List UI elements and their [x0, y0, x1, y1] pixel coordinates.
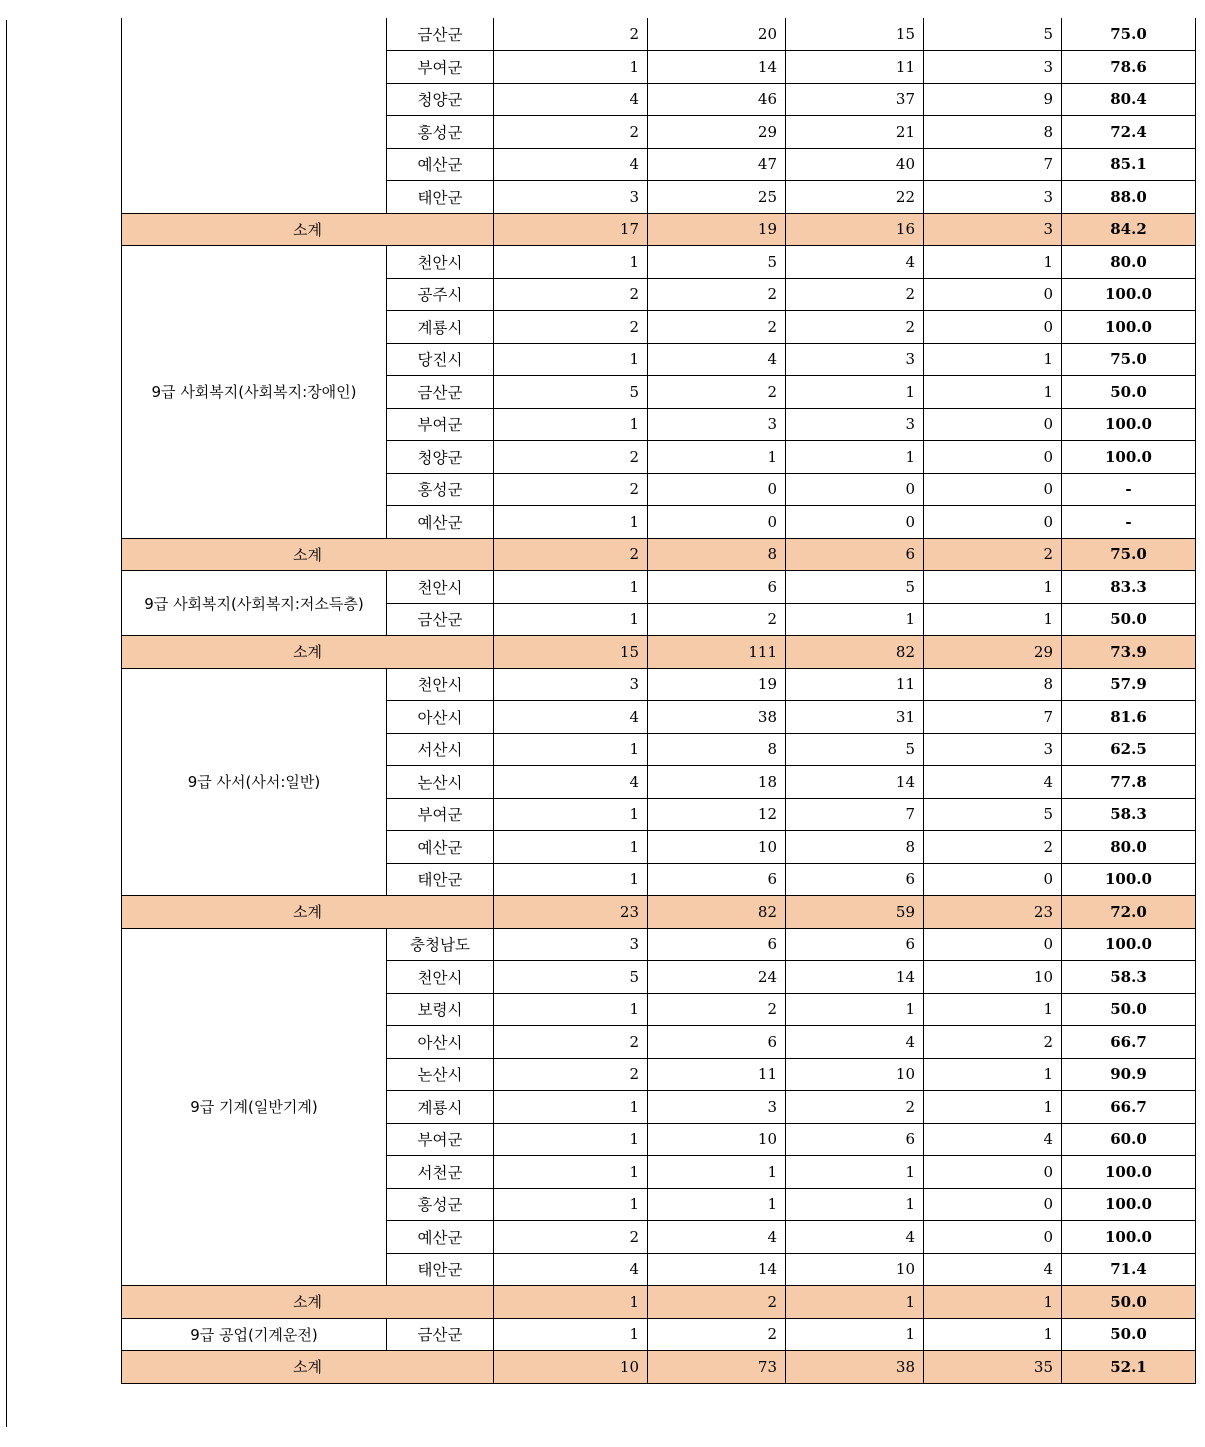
subtotal-row	[122, 538, 1196, 571]
rate-cell: 88.0	[1062, 181, 1196, 214]
applied-count-cell: 4	[494, 83, 648, 116]
region-cell: 홍성군	[387, 1188, 494, 1221]
attendees-cell: 4	[786, 246, 924, 279]
attendees-cell: 11	[786, 51, 924, 84]
applied-count-cell: 1	[494, 1318, 648, 1351]
absentees-cell: 3	[924, 181, 1062, 214]
absentees-cell: 0	[924, 863, 1062, 896]
subtotal-applicants-cell: 73	[648, 1351, 786, 1384]
rate-cell: 100.0	[1062, 408, 1196, 441]
applicants-cell: 4	[648, 343, 786, 376]
region-cell: 계룡시	[387, 311, 494, 344]
attendees-cell: 0	[786, 506, 924, 539]
rate-cell: 62.5	[1062, 733, 1196, 766]
absentees-cell: 1	[924, 993, 1062, 1026]
applicants-cell: 47	[648, 148, 786, 181]
subtotal-absentees-cell: 1	[924, 1286, 1062, 1319]
applied-count-cell: 1	[494, 51, 648, 84]
absentees-cell: 0	[924, 1188, 1062, 1221]
applicants-cell: 24	[648, 961, 786, 994]
applied-count-cell: 2	[494, 311, 648, 344]
subtotal-rate-cell: 52.1	[1062, 1351, 1196, 1384]
applied-count-cell: 3	[494, 181, 648, 214]
applied-count-cell: 4	[494, 1253, 648, 1286]
region-cell: 태안군	[387, 1253, 494, 1286]
subtotal-applicants-cell: 82	[648, 896, 786, 929]
applicants-cell: 14	[648, 51, 786, 84]
subtotal-label: 소계	[122, 538, 494, 571]
applicants-cell: 5	[648, 246, 786, 279]
applicants-cell: 20	[648, 18, 786, 51]
region-cell: 홍성군	[387, 473, 494, 506]
applied-count-cell: 1	[494, 1091, 648, 1124]
subtotal-absentees-cell: 23	[924, 896, 1062, 929]
attendees-cell: 5	[786, 733, 924, 766]
applied-count-cell: 3	[494, 668, 648, 701]
region-cell: 청양군	[387, 441, 494, 474]
applied-count-cell: 1	[494, 246, 648, 279]
applied-count-cell: 1	[494, 733, 648, 766]
applicants-cell: 3	[648, 408, 786, 441]
attendees-cell: 6	[786, 863, 924, 896]
attendees-cell: 7	[786, 798, 924, 831]
attendees-cell: 1	[786, 603, 924, 636]
absentees-cell: 7	[924, 148, 1062, 181]
region-cell: 논산시	[387, 766, 494, 799]
absentees-cell: 1	[924, 1058, 1062, 1091]
absentees-cell: 3	[924, 51, 1062, 84]
rate-cell: 100.0	[1062, 278, 1196, 311]
rate-cell: 66.7	[1062, 1091, 1196, 1124]
absentees-cell: 10	[924, 961, 1062, 994]
applicants-cell: 2	[648, 278, 786, 311]
absentees-cell: 0	[924, 311, 1062, 344]
rate-cell: 100.0	[1062, 1188, 1196, 1221]
table-row	[122, 18, 1196, 51]
applied-count-cell: 2	[494, 18, 648, 51]
rate-cell: 100.0	[1062, 441, 1196, 474]
applicants-cell: 46	[648, 83, 786, 116]
rate-cell: 58.3	[1062, 961, 1196, 994]
applicants-cell: 1	[648, 1188, 786, 1221]
attendees-cell: 1	[786, 993, 924, 1026]
applicants-cell: 2	[648, 993, 786, 1026]
subtotal-label: 소계	[122, 213, 494, 246]
region-cell: 금산군	[387, 1318, 494, 1351]
applicants-cell: 14	[648, 1253, 786, 1286]
applicants-cell: 6	[648, 1026, 786, 1059]
subtotal-absentees-cell: 35	[924, 1351, 1062, 1384]
applicants-cell: 6	[648, 928, 786, 961]
absentees-cell: 9	[924, 83, 1062, 116]
rate-cell: 90.9	[1062, 1058, 1196, 1091]
table-row	[122, 571, 1196, 604]
applied-count-cell: 2	[494, 116, 648, 149]
applied-count-cell: 2	[494, 441, 648, 474]
applied-count-cell: 1	[494, 343, 648, 376]
rate-cell: 75.0	[1062, 343, 1196, 376]
applicants-cell: 8	[648, 733, 786, 766]
region-cell: 예산군	[387, 148, 494, 181]
region-cell: 천안시	[387, 571, 494, 604]
subtotal-row	[122, 636, 1196, 669]
attendees-cell: 5	[786, 571, 924, 604]
applied-count-cell: 1	[494, 863, 648, 896]
attendees-cell: 1	[786, 441, 924, 474]
subtotal-applied-cell: 10	[494, 1351, 648, 1384]
rate-cell: 80.0	[1062, 246, 1196, 279]
subtotal-applicants-cell: 2	[648, 1286, 786, 1319]
category-cell: 9급 사회복지(사회복지:저소득층)	[122, 571, 387, 636]
subtotal-applicants-cell: 111	[648, 636, 786, 669]
applicants-cell: 2	[648, 1318, 786, 1351]
subtotal-absentees-cell: 29	[924, 636, 1062, 669]
applicants-cell: 0	[648, 506, 786, 539]
absentees-cell: 5	[924, 18, 1062, 51]
region-cell: 금산군	[387, 603, 494, 636]
region-cell: 계룡시	[387, 1091, 494, 1124]
category-cell: 9급 사회복지(사회복지:장애인)	[122, 246, 387, 539]
table-row	[122, 668, 1196, 701]
region-cell: 태안군	[387, 863, 494, 896]
applicants-cell: 11	[648, 1058, 786, 1091]
applied-count-cell: 5	[494, 376, 648, 409]
absentees-cell: 4	[924, 766, 1062, 799]
region-cell: 아산시	[387, 701, 494, 734]
category-cell	[122, 18, 387, 213]
subtotal-row	[122, 1286, 1196, 1319]
attendees-cell: 10	[786, 1058, 924, 1091]
absentees-cell: 2	[924, 831, 1062, 864]
attendees-cell: 10	[786, 1253, 924, 1286]
subtotal-attendees-cell: 59	[786, 896, 924, 929]
subtotal-applicants-cell: 8	[648, 538, 786, 571]
rate-cell: 60.0	[1062, 1123, 1196, 1156]
rate-cell: 85.1	[1062, 148, 1196, 181]
subtotal-row	[122, 1351, 1196, 1384]
applied-count-cell: 2	[494, 278, 648, 311]
applied-count-cell: 1	[494, 1156, 648, 1189]
region-cell: 천안시	[387, 246, 494, 279]
attendees-cell: 6	[786, 928, 924, 961]
subtotal-applied-cell: 1	[494, 1286, 648, 1319]
attendees-cell: 22	[786, 181, 924, 214]
absentees-cell: 1	[924, 343, 1062, 376]
region-cell: 충청남도	[387, 928, 494, 961]
applied-count-cell: 4	[494, 701, 648, 734]
absentees-cell: 0	[924, 1156, 1062, 1189]
region-cell: 금산군	[387, 18, 494, 51]
region-cell: 부여군	[387, 408, 494, 441]
applied-count-cell: 1	[494, 1188, 648, 1221]
attendees-cell: 1	[786, 1156, 924, 1189]
attendees-cell: 37	[786, 83, 924, 116]
applicants-cell: 1	[648, 1156, 786, 1189]
applied-count-cell: 1	[494, 798, 648, 831]
region-cell: 당진시	[387, 343, 494, 376]
region-cell: 예산군	[387, 506, 494, 539]
absentees-cell: 1	[924, 571, 1062, 604]
region-cell: 부여군	[387, 1123, 494, 1156]
left-margin-rule	[6, 20, 7, 1427]
rate-cell: 83.3	[1062, 571, 1196, 604]
attendees-cell: 6	[786, 1123, 924, 1156]
applicants-cell: 12	[648, 798, 786, 831]
subtotal-attendees-cell: 6	[786, 538, 924, 571]
region-cell: 공주시	[387, 278, 494, 311]
rate-cell: 100.0	[1062, 928, 1196, 961]
subtotal-row	[122, 896, 1196, 929]
attendees-cell: 4	[786, 1026, 924, 1059]
subtotal-absentees-cell: 3	[924, 213, 1062, 246]
rate-cell: 50.0	[1062, 1318, 1196, 1351]
table-row	[122, 1318, 1196, 1351]
region-cell: 청양군	[387, 83, 494, 116]
rate-cell: 80.0	[1062, 831, 1196, 864]
attendees-cell: 0	[786, 473, 924, 506]
attendees-cell: 1	[786, 1318, 924, 1351]
attendees-cell: 4	[786, 1221, 924, 1254]
rate-cell: 77.8	[1062, 766, 1196, 799]
applicants-cell: 1	[648, 441, 786, 474]
recruitment-stats-table	[121, 18, 1196, 1384]
applicants-cell: 2	[648, 603, 786, 636]
subtotal-label: 소계	[122, 636, 494, 669]
absentees-cell: 8	[924, 668, 1062, 701]
region-cell: 금산군	[387, 376, 494, 409]
absentees-cell: 1	[924, 1091, 1062, 1124]
absentees-cell: 0	[924, 506, 1062, 539]
attendees-cell: 21	[786, 116, 924, 149]
rate-cell: 66.7	[1062, 1026, 1196, 1059]
absentees-cell: 3	[924, 733, 1062, 766]
attendees-cell: 40	[786, 148, 924, 181]
rate-cell: 58.3	[1062, 798, 1196, 831]
category-cell: 9급 기계(일반기계)	[122, 928, 387, 1286]
rate-cell: 71.4	[1062, 1253, 1196, 1286]
region-cell: 예산군	[387, 831, 494, 864]
applicants-cell: 0	[648, 473, 786, 506]
attendees-cell: 14	[786, 961, 924, 994]
category-cell: 9급 사서(사서:일반)	[122, 668, 387, 896]
rate-cell: 50.0	[1062, 376, 1196, 409]
rate-cell: -	[1062, 473, 1196, 506]
applied-count-cell: 4	[494, 148, 648, 181]
rate-cell: 80.4	[1062, 83, 1196, 116]
region-cell: 홍성군	[387, 116, 494, 149]
table-row	[122, 928, 1196, 961]
absentees-cell: 0	[924, 1221, 1062, 1254]
absentees-cell: 1	[924, 376, 1062, 409]
applicants-cell: 10	[648, 1123, 786, 1156]
attendees-cell: 11	[786, 668, 924, 701]
absentees-cell: 4	[924, 1123, 1062, 1156]
applied-count-cell: 5	[494, 961, 648, 994]
applied-count-cell: 2	[494, 1026, 648, 1059]
region-cell: 태안군	[387, 181, 494, 214]
rate-cell: 100.0	[1062, 863, 1196, 896]
absentees-cell: 0	[924, 441, 1062, 474]
absentees-cell: 1	[924, 246, 1062, 279]
rate-cell: 72.4	[1062, 116, 1196, 149]
absentees-cell: 0	[924, 928, 1062, 961]
subtotal-rate-cell: 50.0	[1062, 1286, 1196, 1319]
region-cell: 논산시	[387, 1058, 494, 1091]
subtotal-applied-cell: 2	[494, 538, 648, 571]
absentees-cell: 1	[924, 1318, 1062, 1351]
applicants-cell: 25	[648, 181, 786, 214]
attendees-cell: 14	[786, 766, 924, 799]
subtotal-absentees-cell: 2	[924, 538, 1062, 571]
rate-cell: 100.0	[1062, 311, 1196, 344]
attendees-cell: 2	[786, 1091, 924, 1124]
absentees-cell: 4	[924, 1253, 1062, 1286]
applicants-cell: 6	[648, 863, 786, 896]
subtotal-rate-cell: 84.2	[1062, 213, 1196, 246]
table-row	[122, 246, 1196, 279]
region-cell: 보령시	[387, 993, 494, 1026]
region-cell: 천안시	[387, 961, 494, 994]
rate-cell: 50.0	[1062, 993, 1196, 1026]
subtotal-label: 소계	[122, 896, 494, 929]
rate-cell: 78.6	[1062, 51, 1196, 84]
subtotal-attendees-cell: 1	[786, 1286, 924, 1319]
rate-cell: -	[1062, 506, 1196, 539]
applicants-cell: 2	[648, 376, 786, 409]
rate-cell: 100.0	[1062, 1156, 1196, 1189]
region-cell: 천안시	[387, 668, 494, 701]
applied-count-cell: 2	[494, 1058, 648, 1091]
attendees-cell: 3	[786, 408, 924, 441]
rate-cell: 81.6	[1062, 701, 1196, 734]
subtotal-label: 소계	[122, 1351, 494, 1384]
applicants-cell: 38	[648, 701, 786, 734]
category-cell: 9급 공업(기계운전)	[122, 1318, 387, 1351]
region-cell: 부여군	[387, 51, 494, 84]
applied-count-cell: 1	[494, 571, 648, 604]
subtotal-applied-cell: 23	[494, 896, 648, 929]
applicants-cell: 19	[648, 668, 786, 701]
applicants-cell: 18	[648, 766, 786, 799]
applicants-cell: 4	[648, 1221, 786, 1254]
applied-count-cell: 1	[494, 506, 648, 539]
subtotal-applied-cell: 17	[494, 213, 648, 246]
attendees-cell: 3	[786, 343, 924, 376]
applied-count-cell: 4	[494, 766, 648, 799]
applicants-cell: 10	[648, 831, 786, 864]
attendees-cell: 1	[786, 376, 924, 409]
absentees-cell: 1	[924, 603, 1062, 636]
applied-count-cell: 2	[494, 473, 648, 506]
applicants-cell: 29	[648, 116, 786, 149]
attendees-cell: 2	[786, 278, 924, 311]
subtotal-label: 소계	[122, 1286, 494, 1319]
applied-count-cell: 1	[494, 408, 648, 441]
subtotal-rate-cell: 73.9	[1062, 636, 1196, 669]
applied-count-cell: 1	[494, 831, 648, 864]
region-cell: 서천군	[387, 1156, 494, 1189]
absentees-cell: 7	[924, 701, 1062, 734]
subtotal-attendees-cell: 38	[786, 1351, 924, 1384]
rate-cell: 50.0	[1062, 603, 1196, 636]
subtotal-rate-cell: 75.0	[1062, 538, 1196, 571]
applied-count-cell: 1	[494, 603, 648, 636]
subtotal-attendees-cell: 16	[786, 213, 924, 246]
subtotal-row	[122, 213, 1196, 246]
subtotal-applied-cell: 15	[494, 636, 648, 669]
region-cell: 서산시	[387, 733, 494, 766]
applied-count-cell: 1	[494, 993, 648, 1026]
table-body	[122, 18, 1196, 1383]
rate-cell: 57.9	[1062, 668, 1196, 701]
absentees-cell: 8	[924, 116, 1062, 149]
absentees-cell: 2	[924, 1026, 1062, 1059]
applied-count-cell: 3	[494, 928, 648, 961]
region-cell: 부여군	[387, 798, 494, 831]
region-cell: 아산시	[387, 1026, 494, 1059]
applicants-cell: 2	[648, 311, 786, 344]
absentees-cell: 5	[924, 798, 1062, 831]
applicants-cell: 6	[648, 571, 786, 604]
subtotal-attendees-cell: 82	[786, 636, 924, 669]
subtotal-applicants-cell: 19	[648, 213, 786, 246]
attendees-cell: 15	[786, 18, 924, 51]
applied-count-cell: 1	[494, 1123, 648, 1156]
absentees-cell: 0	[924, 278, 1062, 311]
applicants-cell: 3	[648, 1091, 786, 1124]
attendees-cell: 31	[786, 701, 924, 734]
subtotal-rate-cell: 72.0	[1062, 896, 1196, 929]
rate-cell: 100.0	[1062, 1221, 1196, 1254]
attendees-cell: 8	[786, 831, 924, 864]
applied-count-cell: 2	[494, 1221, 648, 1254]
absentees-cell: 0	[924, 408, 1062, 441]
attendees-cell: 2	[786, 311, 924, 344]
attendees-cell: 1	[786, 1188, 924, 1221]
region-cell: 예산군	[387, 1221, 494, 1254]
rate-cell: 75.0	[1062, 18, 1196, 51]
absentees-cell: 0	[924, 473, 1062, 506]
